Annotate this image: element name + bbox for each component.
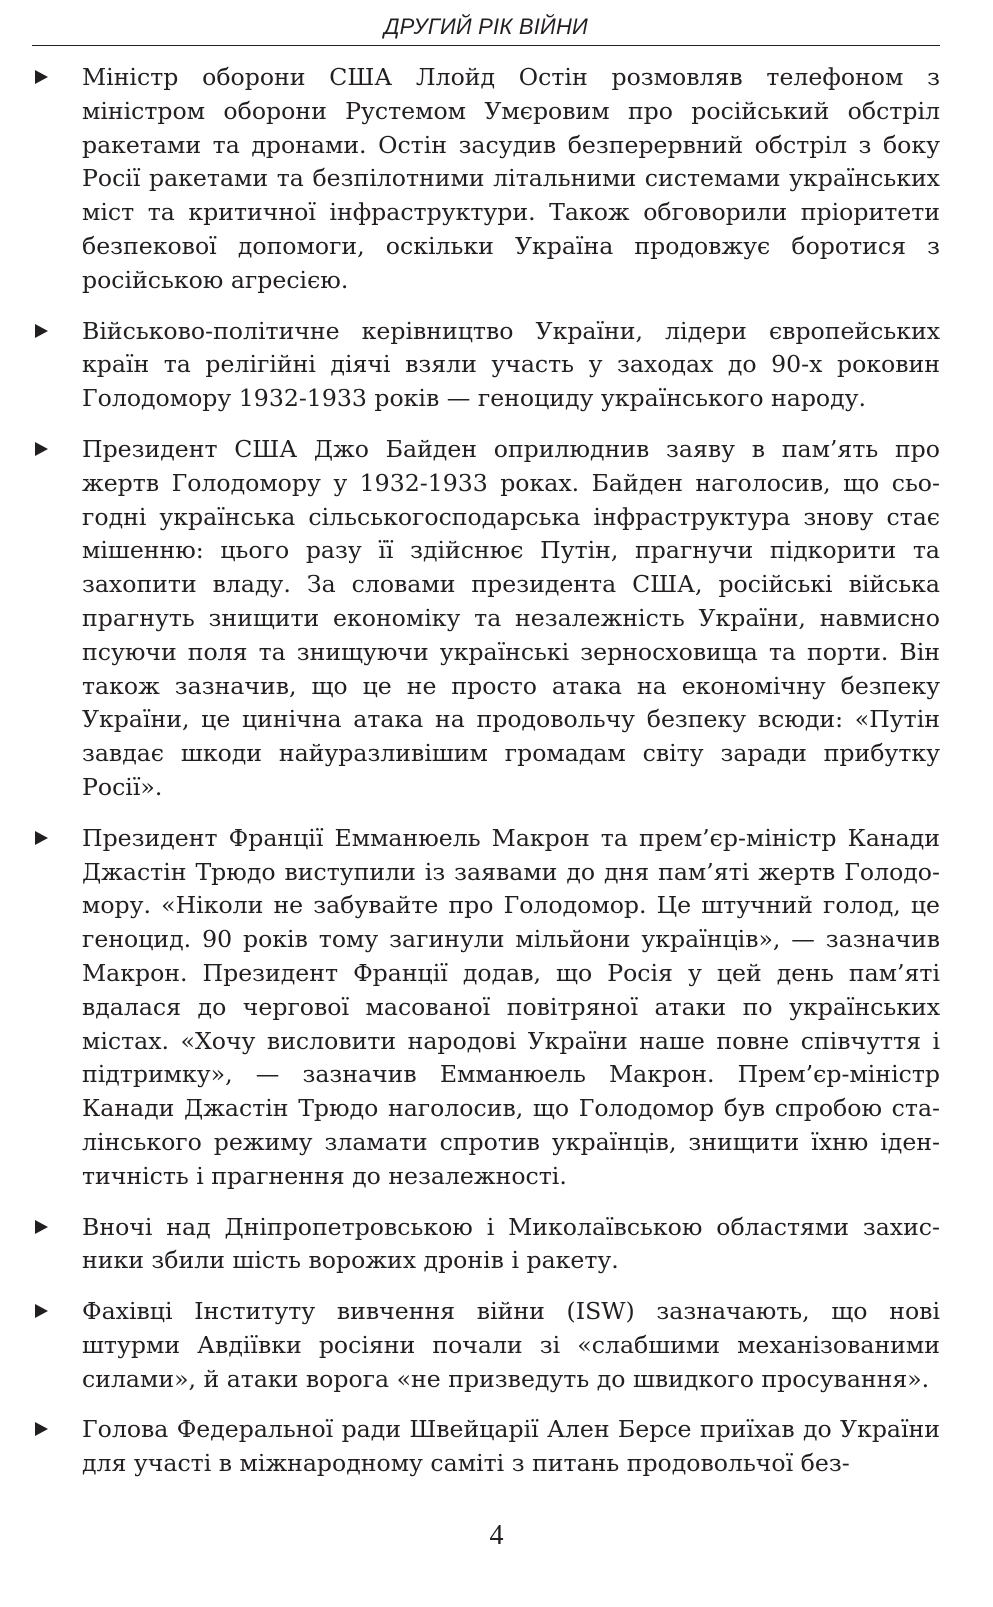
list-item xyxy=(32,315,940,416)
list-item xyxy=(32,822,940,1194)
triangle-bullet-icon xyxy=(35,442,48,456)
triangle-bullet-icon xyxy=(35,1422,48,1436)
list-item-text: Міністр оборони США Ллойд Остін розмовляв телефоном з міністром оборони Рустемом Умєровим про російський обстріл ракетами та дронами. Остін засудив безперервний обстріл з боку Росії ракетами та безпілотними літальними системами українських міст та критичної інфраструктури. Також обговорили пріоритети безпекової допомоги, оскільки Україна продовжує боротися з російською агресією. xyxy=(82,63,940,294)
list-item-text: Вночі над Дніпропетровською і Миколаївською областями захисники збили шість ворожих дронів і ракету. xyxy=(82,1212,940,1275)
triangle-bullet-icon xyxy=(35,1220,48,1234)
triangle-bullet-icon xyxy=(35,831,48,845)
list-item-text: Голова Федеральної ради Швейцарії Ален Берсе приїхав до України для участі в міжнародному саміті з питань продовольчої без- xyxy=(82,1415,940,1478)
triangle-bullet-icon xyxy=(35,324,48,338)
list-item xyxy=(32,1211,940,1279)
list-item-text: Президент Франції Емманюель Макрон та прем’єр-міністр Канади Джастін Трюдо виступили із заявами до дня пам’яті жертв Голодомору. «Ніколи не забувайте про Голодомор. Це штучний голод, це геноцид. 90 років тому загинули мільйони українців», — зазначив Макрон. Президент Франції додав, що Росія у цей день пам’яті вдалася до чергової масованої повітряної атаки по українських містах. «Хочу висловити народові України наше повне співчуття і підтримку», — зазначив Емманюель Макрон. Прем’єр-міністр Канади Джастін Трюдо наголосив, що Голодомор був спробою сталінського режиму зламати спротив українців, знищити їхню ідентичність і прагнення до незалежності. xyxy=(82,823,940,1190)
list-item-text: Військово-політичне керівництво України, лідери європейських країн та релігійні діячі взяли участь у заходах до 90-х роковин Голодомору 1932-1933 років — геноциду українського народу. xyxy=(82,316,940,413)
list-item-text: Фахівці Інституту вивчення війни (ISW) зазначають, що нові штурми Авдіївки росіяни почали зі «слабшими механізованими силами», й атаки ворога «не призведуть до швидкого просування». xyxy=(82,1297,940,1393)
running-header xyxy=(32,10,940,46)
list-item xyxy=(32,433,940,805)
list-item xyxy=(32,1295,940,1396)
triangle-bullet-icon xyxy=(35,70,48,84)
page-number: 4 xyxy=(489,1520,504,1551)
list-item xyxy=(32,1413,940,1481)
chapter-title: ДРУГИЙ РІК ВІЙНИ xyxy=(383,14,588,39)
list-item xyxy=(32,61,940,298)
list-item-text: Президент США Джо Байден оприлюднив заяву в пам’ять про жертв Голодомору у 1932-1933 роках. Байден наголосив, що сьогодні українська сільськогосподарська інфраструктура знову стає мішенню: цього разу її здійснює Путін, прагнучи підкорити та захопити владу. За словами президента США, російські війська прагнуть знищити економіку та незалежність України, навмисно псуючи поля та знищуючи українські зерносховища та порти. Він також зазначив, що це не просто атака на економічну безпеку України, це цинічна атака на продовольчу безпеку всюди: «Путін завдає шкоди найуразливішим громадам світу заради прибутку Росії». xyxy=(82,434,940,801)
triangle-bullet-icon xyxy=(35,1304,48,1318)
news-list xyxy=(32,61,940,1498)
